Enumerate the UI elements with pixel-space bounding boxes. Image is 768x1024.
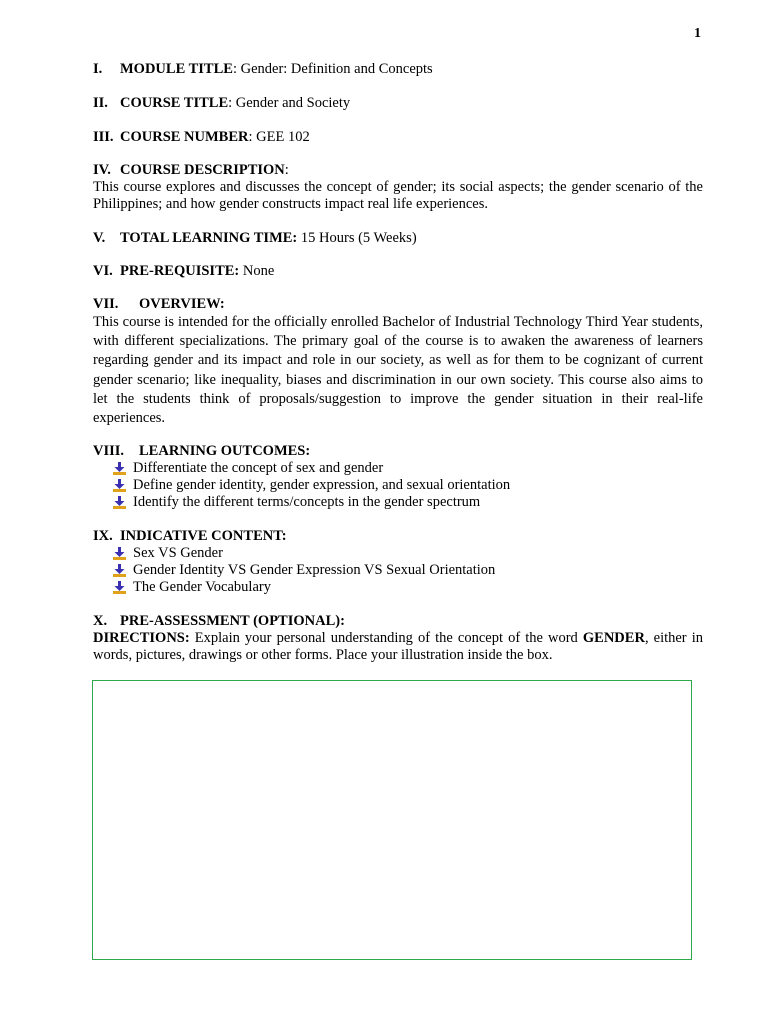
course-title-value: : Gender and Society (228, 95, 351, 111)
learning-outcomes-label: LEARNING OUTCOMES: (139, 443, 311, 460)
course-description-heading (93, 162, 703, 179)
list-item (113, 545, 703, 562)
course-title-label: COURSE TITLE (120, 95, 229, 111)
indicative-content-heading (93, 528, 703, 545)
module-title-value: : Gender: Definition and Concepts (232, 61, 433, 77)
page-number: 1 (694, 26, 701, 41)
section-number: VIII. (93, 443, 125, 460)
pre-requisite-row (93, 263, 703, 280)
module-title-row (93, 61, 703, 78)
arrow-down-bullet-icon (113, 547, 126, 560)
indicative-content-list (93, 545, 703, 596)
course-number-label: COURSE NUMBER (120, 129, 249, 145)
section-number: I. (93, 61, 103, 77)
document-body (93, 61, 703, 664)
arrow-down-bullet-icon (113, 479, 126, 492)
section-number: II. (93, 95, 108, 111)
directions-paragraph (93, 630, 703, 664)
course-title-row (93, 95, 703, 112)
directions-text-1: Explain your personal understanding of the concept of the word (189, 630, 583, 647)
arrow-down-bullet-icon (113, 564, 126, 577)
list-item-text: The Gender Vocabulary (133, 579, 271, 596)
section-number: VI. (93, 263, 113, 279)
arrow-down-bullet-icon (113, 496, 126, 509)
directions-keyword: GENDER (582, 630, 645, 647)
arrow-down-bullet-icon (113, 462, 126, 475)
list-item (113, 494, 703, 511)
illustration-answer-box[interactable] (92, 680, 692, 960)
course-number-value: : GEE 102 (248, 129, 310, 145)
list-item (113, 579, 703, 596)
learning-outcomes-heading (93, 443, 703, 460)
indicative-content-label: INDICATIVE CONTENT: (120, 528, 287, 545)
total-learning-time-label: TOTAL LEARNING TIME: (120, 230, 298, 246)
directions-label: DIRECTIONS: (93, 630, 190, 647)
section-number: III. (93, 129, 114, 145)
pre-assessment-heading (93, 613, 703, 630)
learning-outcomes-list (93, 460, 703, 511)
directions-text-2: , either in words, pictures, drawings or other forms. Place your illustration inside the box. (93, 630, 703, 664)
pre-requisite-value: None (239, 263, 275, 279)
list-item-text: Define gender identity, gender expression, and sexual orientation (133, 477, 511, 494)
list-item-text: Differentiate the concept of sex and gender (133, 460, 384, 477)
section-number: X. (93, 613, 108, 630)
course-number-row (93, 129, 703, 146)
list-item (113, 562, 703, 579)
list-item-text: Identify the different terms/concepts in the gender spectrum (133, 494, 481, 511)
arrow-down-bullet-icon (113, 581, 126, 594)
list-item-text: Sex VS Gender (133, 545, 223, 562)
total-learning-time-row (93, 230, 703, 247)
list-item-text: Gender Identity VS Gender Expression VS Sexual Orientation (133, 562, 496, 579)
overview-heading (93, 296, 703, 313)
course-description-label: COURSE DESCRIPTION (120, 162, 285, 178)
section-number: VII. (93, 296, 119, 312)
list-item (113, 460, 703, 477)
section-number: IX. (93, 528, 113, 545)
overview-text: This course is intended for the officially enrolled Bachelor of Industrial Technology Third Year students, with different specializations. The primary goal of the course is to awaken the awareness of learners regarding gender and its impact and role in our society, as well as for them to be cognizant of current gender scenario; like inequality, biases and discrimination in our own society. This course also aims to let the students think of proposals/suggestion to improve the gender situation in their real-life experiences. (93, 314, 703, 427)
pre-assessment-label: PRE-ASSESSMENT (OPTIONAL): (120, 613, 345, 630)
section-number: IV. (93, 162, 111, 178)
section-number: V. (93, 230, 106, 246)
course-description-text: This course explores and discusses the concept of gender; its social aspects; the gender scenario of the Philippines; and how gender constructs impact real life experiences. (93, 179, 703, 212)
pre-requisite-label: PRE-REQUISITE: (120, 263, 240, 279)
total-learning-time-value: 15 Hours (5 Weeks) (297, 230, 417, 246)
course-description-colon: : (284, 162, 289, 178)
list-item (113, 477, 703, 494)
overview-label: OVERVIEW: (139, 296, 225, 312)
module-title-label: MODULE TITLE (120, 61, 233, 77)
